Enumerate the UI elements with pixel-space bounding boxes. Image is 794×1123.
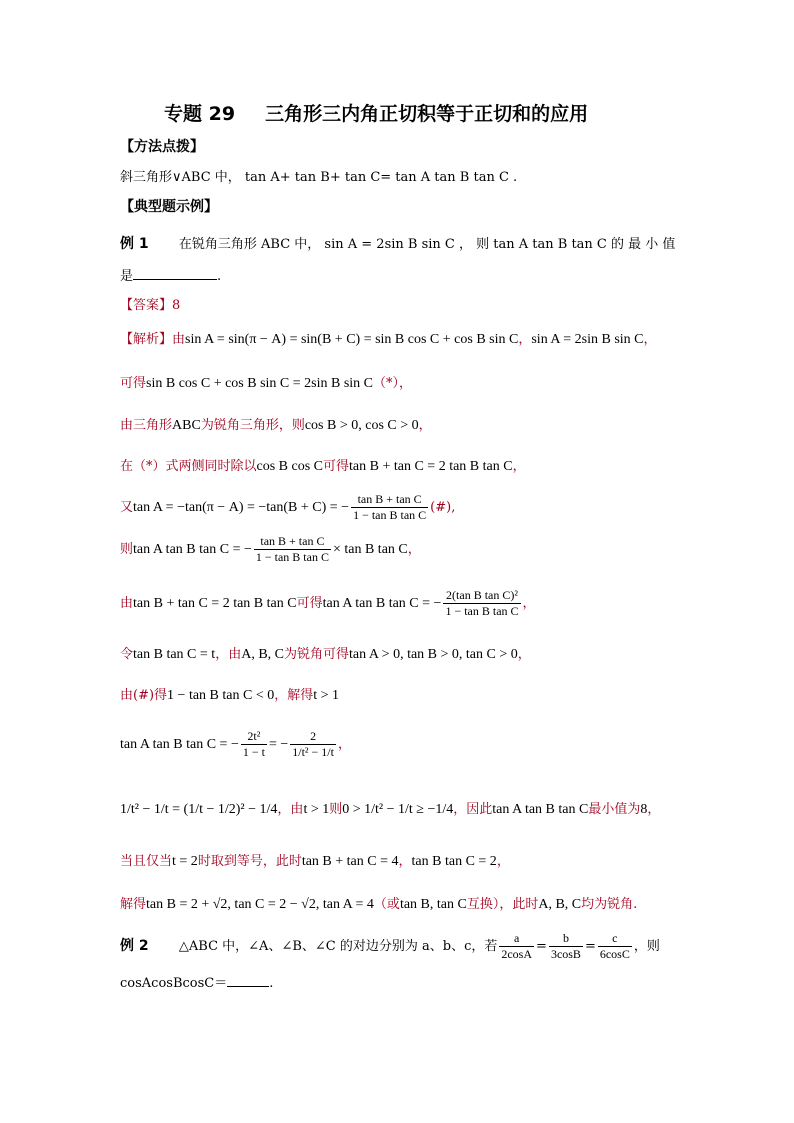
example-1-label: 例 1	[120, 236, 149, 252]
solution-line-11: 1/t² − 1/t = (1/t − 1/2)² − 1/4，由t > 1则0 > 1/t² − 1/t ≥ −1/4，因此tan A tan B tan C最小值为8，	[120, 802, 661, 817]
title-prefix: 专题 29	[164, 103, 236, 125]
solution-line-13: 解得tan B = 2 + √2, tan C = 2 − √2, tan A = 4（或tan B, tan C互换），此时A, B, C均为锐角.	[120, 897, 638, 912]
fraction: $\frac{\text{tan B + tan C}}{\text{1 − tan B tan C}}$	[353, 492, 427, 522]
example-1-text: 在锐角三角形 ABC 中， sin A = 2sin B sin C ， 则 tan A tan B tan C 的 最 小 值	[178, 237, 676, 252]
solution-line-4: 在（*）式两侧同时除以cos B cos C可得tan B + tan C = 2 tan B tan C，	[120, 459, 526, 474]
method-text: 斜三角形∨ABC 中， tan A+ tan B+ tan C= tan A tan B tan C .	[120, 170, 518, 185]
fraction: $\frac{\text{2t²}}{1 - t}$	[242, 729, 265, 759]
fraction: $\frac{2}{\text{1/t² − 1/t}}$	[292, 729, 334, 759]
solution-line-5: 又tan A = −tan(π − A) = −tan(B + C) = − $\frac{\text{tan B + tan C}}{\text{1 − tan B tan C}}$ (#),	[120, 492, 456, 522]
title-text: 三角形三内角正切积等于正切和的应用	[265, 103, 589, 125]
solution-line-9: 由(#)得1 − tan B tan C < 0，解得t > 1	[120, 688, 340, 703]
answer	[120, 296, 180, 316]
answer-blank	[133, 265, 217, 280]
answer-label: 【答案】	[120, 298, 173, 313]
solution-line-6: 则tan A tan B tan C = − $\frac{\text{tan B + tan C}}{\text{1 − tan B tan C}}$ × tan B tan C，	[120, 534, 421, 564]
example-2-question: 例 2 △ABC 中，∠A、∠B、∠C 的对边分别为 a、b、c，若 $\frac{a}{2\cos A}$ = $\frac{b}{3\cos B}$ = $\frac{c}{6\cos C}$ ，则	[120, 931, 660, 961]
examples-heading: 【典型题示例】	[120, 199, 218, 215]
fraction: $\frac{\text{2(tan B tan C)²}}{\text{1 − tan B tan C}}$	[445, 588, 519, 618]
example-1-question-cont: 是 .	[120, 265, 221, 287]
example-1-question	[120, 234, 675, 255]
solution-line-7: 由tan B + tan C = 2 tan B tan C可得tan A tan B tan C = − $\frac{\text{2(tan B tan C)²}}{\text{1 − tan B tan C}}$ ，	[120, 588, 536, 618]
answer-blank	[227, 972, 269, 987]
fraction: $\frac{\text{tan B + tan C}}{\text{1 − tan B tan C}}$	[255, 534, 329, 564]
solution-line-10: tan A tan B tan C = − $\frac{\text{2t²}}{1 - t}$ = − $\frac{2}{\text{1/t² − 1/t}}$ ，	[120, 729, 351, 759]
page-title	[164, 104, 588, 124]
answer-value: 8	[172, 298, 181, 313]
fraction: $\frac{b}{3\cos B}$	[550, 931, 581, 961]
solution-line-12: 当且仅当t = 2时取到等号，此时tan B + tan C = 4，tan B tan C = 2，	[120, 854, 510, 869]
solution-line-3: 由三角形ABC为锐角三角形，则cos B > 0, cos C > 0，	[120, 418, 432, 433]
solution-line-2: 可得sin B cos C + cos B sin C = 2sin B sin C（*），	[120, 376, 413, 391]
solution-line-8: 令tan B tan C = t，由A, B, C为锐角可得tan A > 0, tan B > 0, tan C > 0，	[120, 647, 531, 662]
solution-line-1: 【解析】由sin A = sin(π − A) = sin(B + C) = sin B cos C + cos B sin C，sin A = 2sin B sin C，	[120, 332, 657, 347]
example-2-label: 例 2	[120, 938, 149, 954]
fraction: $\frac{c}{6\cos C}$	[599, 931, 630, 961]
method-heading: 【方法点拨】	[120, 139, 204, 155]
example-2-question-cont: cosAcosBcosC＝ .	[120, 972, 273, 994]
fraction: $\frac{a}{2\cos A}$	[501, 931, 533, 961]
